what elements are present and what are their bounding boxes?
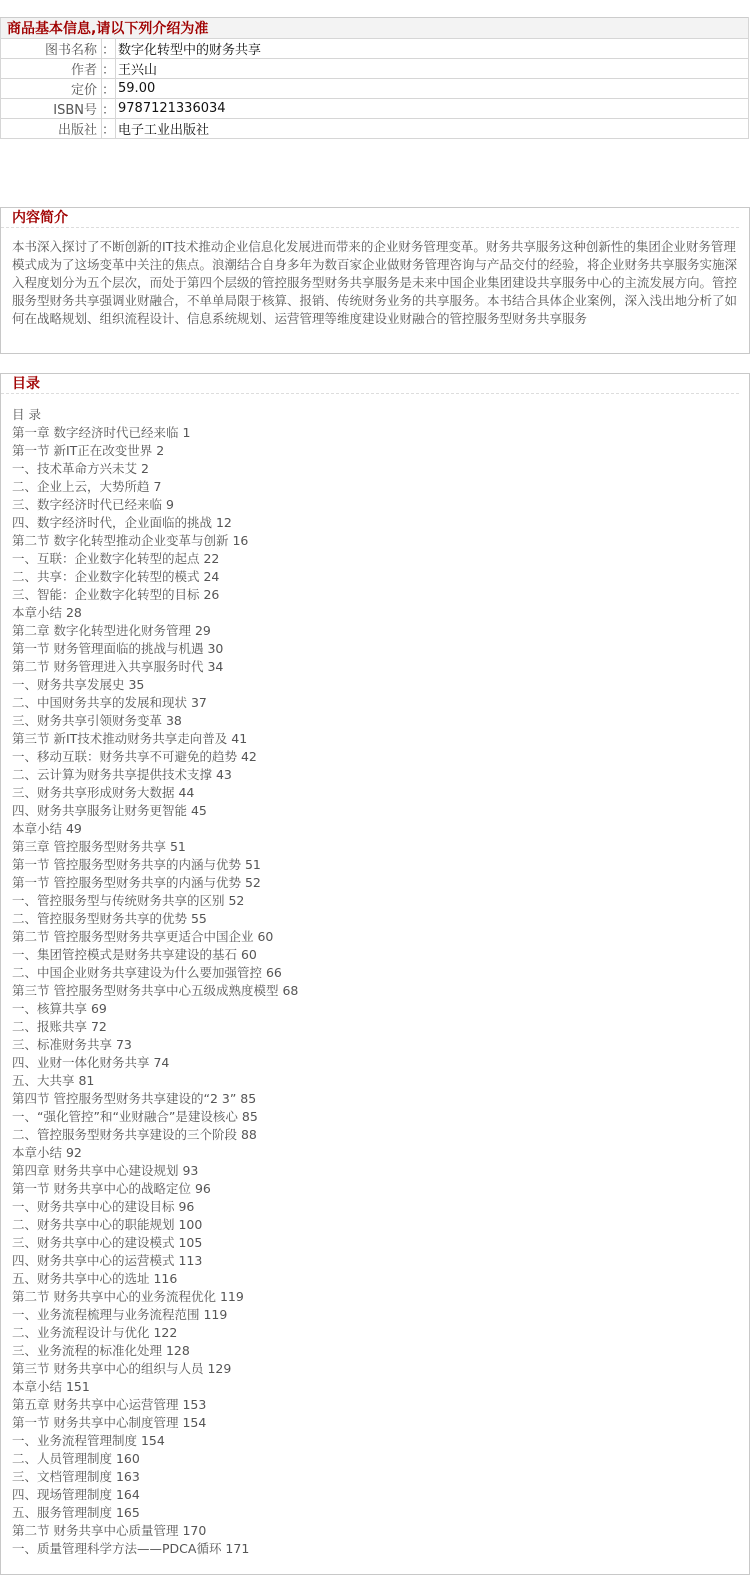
toc-line: 四、财务共享服务让财务更智能 45 <box>12 803 207 818</box>
toc-line: 一、业务流程管理制度 154 <box>12 1433 165 1448</box>
toc-line: 第三节 管控服务型财务共享中心五级成熟度模型 68 <box>12 983 299 998</box>
toc-line: 三、财务共享中心的建设模式 105 <box>12 1235 203 1250</box>
toc-line: 二、财务共享中心的职能规划 100 <box>12 1217 203 1232</box>
info-separator: ： <box>102 79 116 99</box>
toc-line: 二、管控服务型财务共享建设的三个阶段 88 <box>12 1127 257 1142</box>
toc-line: 第三节 财务共享中心的组织与人员 129 <box>12 1361 232 1376</box>
info-label: 出版社 <box>1 119 102 139</box>
toc-line: 一、技术革命方兴未艾 2 <box>12 461 149 476</box>
info-row-publisher <box>1 119 749 139</box>
info-label: ISBN号 <box>1 99 102 119</box>
product-info-table <box>0 17 749 139</box>
info-value: 59.00 <box>116 79 749 99</box>
info-header-row <box>1 18 749 39</box>
toc-line: 第一节 财务管理面临的挑战与机遇 30 <box>12 641 224 656</box>
toc-line: 第二节 管控服务型财务共享更适合中国企业 60 <box>12 929 274 944</box>
toc-line: 第三节 新IT技术推动财务共享走向普及 41 <box>12 731 248 746</box>
toc-line: 三、业务流程的标准化处理 128 <box>12 1343 190 1358</box>
info-value: 电子工业出版社 <box>116 119 749 139</box>
toc-line: 一、财务共享发展史 35 <box>12 677 145 692</box>
info-header: 商品基本信息,请以下列介绍为准 <box>1 18 749 39</box>
toc-line: 三、财务共享形成财务大数据 44 <box>12 785 195 800</box>
toc-line: 第一节 管控服务型财务共享的内涵与优势 51 <box>12 857 261 872</box>
toc-line: 第四章 财务共享中心建设规划 93 <box>12 1163 199 1178</box>
toc-line: 一、移动互联：财务共享不可避免的趋势 42 <box>12 749 257 764</box>
intro-panel <box>0 207 750 354</box>
toc-line: 五、财务共享中心的选址 116 <box>12 1271 178 1286</box>
toc-line: 第二章 数字化转型进化财务管理 29 <box>12 623 211 638</box>
toc-line: 二、企业上云，大势所趋 7 <box>12 479 162 494</box>
toc-panel <box>0 373 750 1575</box>
toc-line: 二、业务流程设计与优化 122 <box>12 1325 178 1340</box>
toc-line: 三、数字经济时代已经来临 9 <box>12 497 174 512</box>
info-row-author <box>1 59 749 79</box>
toc-line: 第二节 财务共享中心质量管理 170 <box>12 1523 207 1538</box>
toc-line: 目 录 <box>12 407 41 422</box>
toc-line: 三、智能：企业数字化转型的目标 26 <box>12 587 220 602</box>
toc-line: 二、共享：企业数字化转型的模式 24 <box>12 569 220 584</box>
toc-line: 三、标准财务共享 73 <box>12 1037 132 1052</box>
toc-line: 第二节 财务共享中心的业务流程优化 119 <box>12 1289 244 1304</box>
toc-line: 第二节 财务管理进入共享服务时代 34 <box>12 659 224 674</box>
info-label: 作者 <box>1 59 102 79</box>
toc-line: 一、互联：企业数字化转型的起点 22 <box>12 551 220 566</box>
info-label: 定价 <box>1 79 102 99</box>
info-separator: ： <box>102 119 116 139</box>
toc-line: 一、业务流程梳理与业务流程范围 119 <box>12 1307 228 1322</box>
info-row-title <box>1 39 749 59</box>
toc-line: 四、数字经济时代，企业面临的挑战 12 <box>12 515 232 530</box>
info-value: 王兴山 <box>116 59 749 79</box>
toc-line: 一、管控服务型与传统财务共享的区别 52 <box>12 893 245 908</box>
toc-line: 二、云计算为财务共享提供技术支撑 43 <box>12 767 232 782</box>
toc-line: 一、质量管理科学方法——PDCA循环 171 <box>12 1541 250 1556</box>
toc-line: 第二节 数字化转型推动企业变革与创新 16 <box>12 533 249 548</box>
info-label: 图书名称 <box>1 39 102 59</box>
toc-line: 第五章 财务共享中心运营管理 153 <box>12 1397 207 1412</box>
toc-line: 本章小结 92 <box>12 1145 82 1160</box>
info-separator: ： <box>102 99 116 119</box>
toc-line: 第一节 财务共享中心的战略定位 96 <box>12 1181 211 1196</box>
info-row-isbn <box>1 99 749 119</box>
info-row-price <box>1 79 749 99</box>
toc-line: 第四节 管控服务型财务共享建设的“2 3” 85 <box>12 1091 257 1106</box>
toc-line: 一、“强化管控”和“业财融合”是建设核心 85 <box>12 1109 258 1124</box>
toc-line: 二、中国企业财务共享建设为什么要加强管控 66 <box>12 965 282 980</box>
toc-line: 五、大共享 81 <box>12 1073 95 1088</box>
toc-line: 二、中国财务共享的发展和现状 37 <box>12 695 207 710</box>
toc-line: 第一节 管控服务型财务共享的内涵与优势 52 <box>12 875 261 890</box>
toc-line: 第一节 财务共享中心制度管理 154 <box>12 1415 207 1430</box>
toc-line: 一、财务共享中心的建设目标 96 <box>12 1199 195 1214</box>
toc-line: 二、管控服务型财务共享的优势 55 <box>12 911 207 926</box>
toc-line: 本章小结 28 <box>12 605 82 620</box>
toc-line: 四、财务共享中心的运营模式 113 <box>12 1253 203 1268</box>
toc-line: 一、集团管控模式是财务共享建设的基石 60 <box>12 947 257 962</box>
toc-line: 第一节 新IT正在改变世界 2 <box>12 443 165 458</box>
info-value: 数字化转型中的财务共享 <box>116 39 749 59</box>
intro-text: 本书深入探讨了不断创新的IT技术推动企业信息化发展进而带来的企业财务管理变革。财务共享服务这种创新性的集团企业财务管理模式成为了这场变革中关注的焦点。浪潮结合自身多年为数百家企业做财务管理咨询与产品交付的经验，将企业财务共享服务实施深入程度划分为五个层次，而处于第四个层级的管控服务型财务共享服务是未来中国企业集团建设共享服务中心的主流发展方向。管控服务型财务共享强调业财融合，不单单局限于核算、报销、传统财务业务的共享服务。本书结合具体企业案例，深入浅出地分析了如何在战略规划、组织流程设计、信息系统规划、运营管理等维度建设业财融合的管控服务型财务共享服务 <box>12 239 738 326</box>
info-value: 9787121336034 <box>116 99 749 119</box>
toc-line: 二、人员管理制度 160 <box>12 1451 140 1466</box>
toc-line: 一、核算共享 69 <box>12 1001 107 1016</box>
toc-line: 本章小结 49 <box>12 821 82 836</box>
toc-title: 目录 <box>1 375 739 394</box>
toc-line: 五、服务管理制度 165 <box>12 1505 140 1520</box>
toc-line: 三、文档管理制度 163 <box>12 1469 140 1484</box>
toc-line: 本章小结 151 <box>12 1379 90 1394</box>
intro-title: 内容简介 <box>1 209 739 228</box>
info-separator: ： <box>102 39 116 59</box>
toc-line: 第一章 数字经济时代已经来临 1 <box>12 425 191 440</box>
toc-line: 二、报账共享 72 <box>12 1019 107 1034</box>
toc-line: 第三章 管控服务型财务共享 51 <box>12 839 186 854</box>
info-separator: ： <box>102 59 116 79</box>
toc-line: 四、现场管理制度 164 <box>12 1487 140 1502</box>
toc-list <box>1 396 749 1558</box>
toc-line: 三、财务共享引领财务变革 38 <box>12 713 182 728</box>
toc-line: 四、业财一体化财务共享 74 <box>12 1055 170 1070</box>
